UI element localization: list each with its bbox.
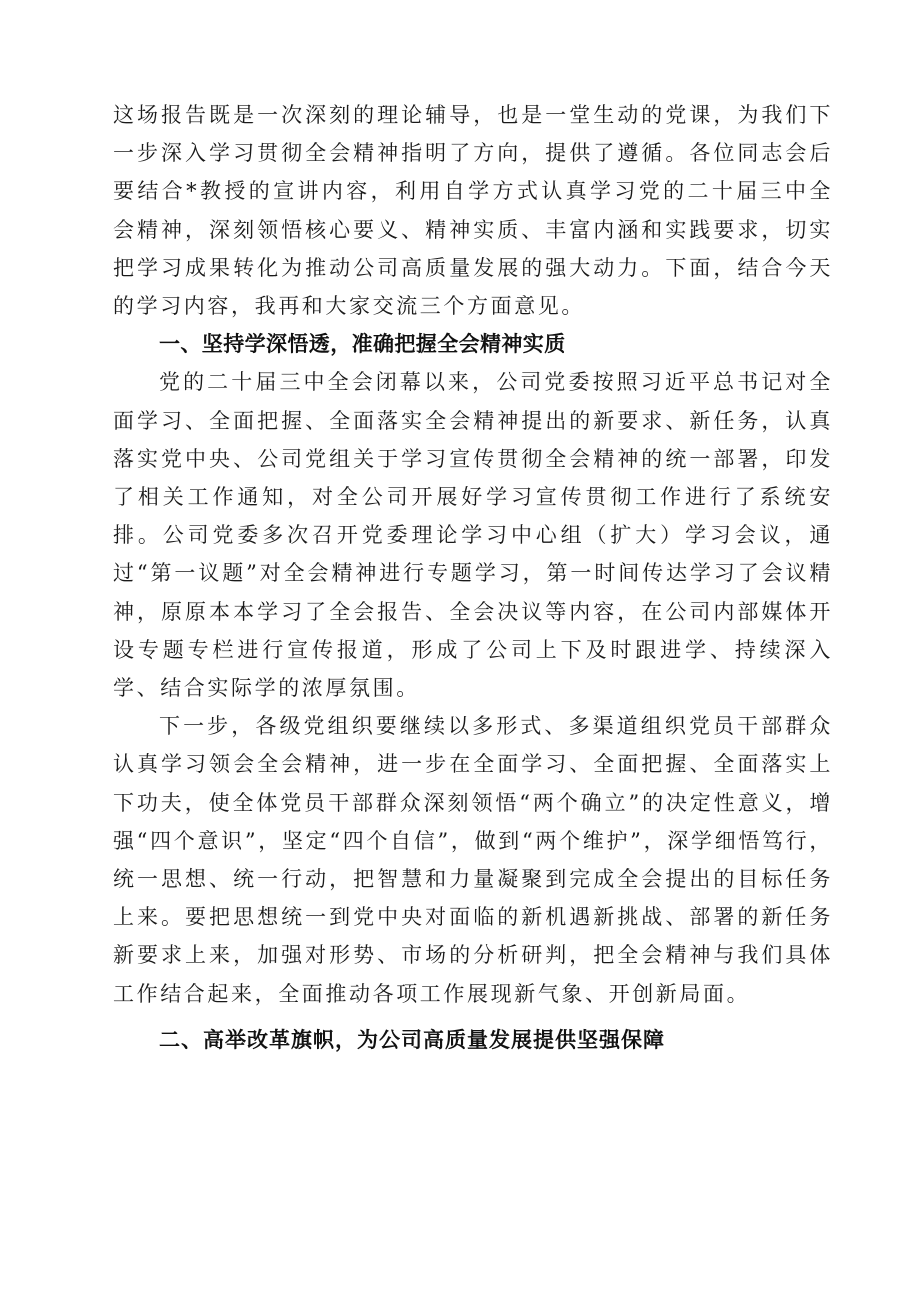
section-heading-2: 二、高举改革旗帜，为公司高质量发展提供坚强保障: [159, 1027, 665, 1052]
document-body: [113, 96, 833, 1059]
section-1-paragraph-2: 下一步，各级党组织要继续以多形式、多渠道组织党员干部群众认真学习领会全会精神，进一步在全面学习、全面把握、全面落实上下功夫，使全体党员干部群众深刻领悟“两个确立”的决定性意义，增强“四个意识”，坚定“四个自信”，做到“两个维护”，深学细悟笃行，统一思想、统一行动，把智慧和力量凝聚到完成全会提出的目标任务上来。要把思想统一到党中央对面临的新机遇新挑战、部署的新任务新要求上来，加强对形势、市场的分析研判，把全会精神与我们具体工作结合起来，全面推动各项工作展现新气象、开创新局面。: [113, 714, 833, 1006]
intro-paragraph: 这场报告既是一次深刻的理论辅导，也是一堂生动的党课，为我们下一步深入学习贯彻全会精神指明了方向，提供了遵循。各位同志会后要结合*教授的宣讲内容，利用自学方式认真学习党的二十届三中全会精神，深刻领悟核心要义、精神实质、丰富内涵和实践要求，切实把学习成果转化为推动公司高质量发展的强大动力。下面，结合今天的学习内容，我再和大家交流三个方面意见。: [113, 103, 833, 319]
section-heading-1: 一、坚持学深悟透，准确把握全会精神实质: [159, 332, 566, 357]
section-1-paragraph-1: 党的二十届三中全会闭幕以来，公司党委按照习近平总书记对全面学习、全面把握、全面落实全会精神提出的新要求、新任务，认真落实党中央、公司党组关于学习宣传贯彻全会精神的统一部署，印发了相关工作通知，对全公司开展好学习宣传贯彻工作进行了系统安排。公司党委多次召开党委理论学习中心组（扩大）学习会议，通过“第一议题”对全会精神进行专题学习，第一时间传达学习了会议精神，原原本本学习了全会报告、全会决议等内容，在公司内部媒体开设专题专栏进行宣传报道，形成了公司上下及时跟进学、持续深入学、结合实际学的浓厚氛围。: [113, 370, 833, 701]
